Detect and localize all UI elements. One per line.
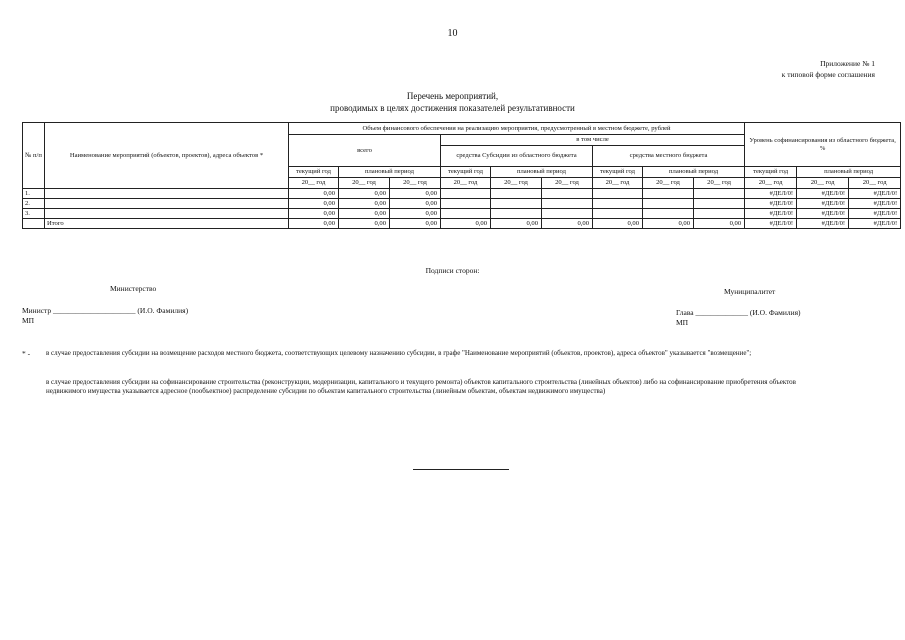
cell-local: 0,00 (643, 219, 694, 229)
page-number: 10 (447, 28, 458, 39)
table-row (23, 189, 901, 199)
cell-local (593, 209, 643, 219)
appendix-line-1: Приложение № 1 (820, 59, 875, 68)
cell-subsidy (491, 209, 542, 219)
cell-local: 0,00 (694, 219, 745, 229)
cell-cofin: #ДЕЛ/0! (849, 209, 901, 219)
minister-stamp-mark: МП (22, 316, 35, 325)
year-cell: 20__ год (339, 178, 390, 189)
cell-subsidy (542, 199, 593, 209)
cell-local (643, 209, 694, 219)
year-cell: 20__ год (849, 178, 901, 189)
row-name (45, 209, 289, 219)
header-including: в том числе (441, 135, 745, 146)
row-number: 2. (23, 199, 45, 209)
year-cell: 20__ год (643, 178, 694, 189)
cell-subsidy (491, 199, 542, 209)
year-cell: 20__ год (542, 178, 593, 189)
cell-cofin: #ДЕЛ/0! (797, 209, 849, 219)
cell-subsidy (441, 189, 491, 199)
cell-subsidy: 0,00 (491, 219, 542, 229)
cell-cofin: #ДЕЛ/0! (849, 199, 901, 209)
year-cell: 20__ год (593, 178, 643, 189)
cell-subsidy: 0,00 (542, 219, 593, 229)
cell-local (694, 199, 745, 209)
title-line-1: Перечень мероприятий, (406, 91, 499, 101)
year-cell: 20__ год (797, 178, 849, 189)
row-number: 1. (23, 189, 45, 199)
closing-divider (413, 469, 509, 470)
cell-total: 0,00 (390, 219, 441, 229)
year-cell: 20__ год (441, 178, 491, 189)
row-number: 3. (23, 209, 45, 219)
minister-signature-block (22, 306, 188, 326)
cell-local: 0,00 (593, 219, 643, 229)
total-row-spacer (23, 219, 45, 229)
cell-total: 0,00 (390, 209, 441, 219)
cell-local (694, 209, 745, 219)
header-current-year: текущий год (289, 167, 339, 178)
header-planned-period: плановый период (797, 167, 901, 178)
ministry-label: Министерство (110, 284, 157, 293)
cell-local (643, 189, 694, 199)
header-current-year: текущий год (593, 167, 643, 178)
appendix-note (782, 58, 875, 80)
total-label: Итого (45, 219, 289, 229)
year-cell: 20__ год (491, 178, 542, 189)
year-cell: 20__ год (289, 178, 339, 189)
cell-local (593, 189, 643, 199)
cell-subsidy (542, 209, 593, 219)
footnote-text-1: в случае предоставления субсидии на возмещение расходов местного бюджета, соответствующих целевому назначению субсидии, в графе "Наименование мероприятий (объектов, проектов), адреса объектов" указывается "возмещение"; (46, 349, 752, 357)
row-name (45, 199, 289, 209)
cell-total: 0,00 (339, 199, 390, 209)
cell-local (694, 189, 745, 199)
minister-signature-line: Министр ______________________ (И.О. Фамилия) (22, 306, 189, 315)
header-volume: Объем финансового обеспечения на реализацию мероприятия, предусмотренный в местном бюджете, рублей (289, 123, 745, 135)
cell-cofin: #ДЕЛ/0! (849, 219, 901, 229)
cell-total: 0,00 (289, 189, 339, 199)
footnote-text-2: в случае предоставления субсидии на софинансирование строительства (реконструкции, модернизации, капитального и текущего ремонта) объектов капитального строительства (линейных объектов) либо на софинансирование приобретения объектов недвижимого имущества указывается адресное (пообъектное) распределение субсидии по объектам капитального строительства (линейным объектам, объектам недвижимого имущества) (46, 378, 796, 395)
header-current-year: текущий год (745, 167, 797, 178)
header-name: Наименование мероприятий (объектов, проектов), адреса объектов * (45, 123, 289, 189)
cell-cofin: #ДЕЛ/0! (849, 189, 901, 199)
year-cell: 20__ год (694, 178, 745, 189)
header-planned-period: плановый период (491, 167, 593, 178)
cell-subsidy: 0,00 (441, 219, 491, 229)
row-name (45, 189, 289, 199)
signatures-heading: Подписи сторон: (425, 266, 480, 275)
cell-total: 0,00 (390, 199, 441, 209)
cell-cofin: #ДЕЛ/0! (745, 219, 797, 229)
cell-subsidy (491, 189, 542, 199)
table-row (23, 209, 901, 219)
measures-table (22, 122, 901, 229)
table-row (23, 199, 901, 209)
year-cell: 20__ год (745, 178, 797, 189)
cell-total: 0,00 (289, 219, 339, 229)
head-signature-block (676, 308, 801, 328)
cell-total: 0,00 (390, 189, 441, 199)
header-local: средства местного бюджета (593, 146, 745, 167)
cell-cofin: #ДЕЛ/0! (797, 189, 849, 199)
cell-local (593, 199, 643, 209)
header-cofinancing: Уровень софинансирования из областного бюджета, % (745, 123, 901, 167)
cell-subsidy (441, 199, 491, 209)
total-row (23, 219, 901, 229)
header-current-year: текущий год (441, 167, 491, 178)
year-cell: 20__ год (390, 178, 441, 189)
header-subsidy: средства Субсидии из областного бюджета (441, 146, 593, 167)
cell-total: 0,00 (339, 219, 390, 229)
header-planned-period: плановый период (339, 167, 441, 178)
head-stamp-mark: МП (676, 318, 689, 327)
appendix-line-2: к типовой форме соглашения (781, 70, 875, 79)
head-signature-line: Глава ______________ (И.О. Фамилия) (676, 308, 801, 317)
cell-total: 0,00 (339, 189, 390, 199)
cell-cofin: #ДЕЛ/0! (745, 209, 797, 219)
header-num: № п/п (23, 123, 45, 189)
header-planned-period: плановый период (643, 167, 745, 178)
municipality-label: Муниципалитет (724, 287, 776, 296)
cell-total: 0,00 (289, 209, 339, 219)
cell-cofin: #ДЕЛ/0! (745, 199, 797, 209)
document-title (0, 90, 905, 114)
cell-cofin: #ДЕЛ/0! (797, 219, 849, 229)
cell-subsidy (441, 209, 491, 219)
cell-total: 0,00 (289, 199, 339, 209)
header-total: всего (289, 135, 441, 167)
footnote-marker: * - (22, 349, 31, 358)
cell-cofin: #ДЕЛ/0! (797, 199, 849, 209)
title-line-2: проводимых в целях достижения показателей результативности (330, 103, 575, 113)
cell-total: 0,00 (339, 209, 390, 219)
cell-cofin: #ДЕЛ/0! (745, 189, 797, 199)
cell-subsidy (542, 189, 593, 199)
cell-local (643, 199, 694, 209)
